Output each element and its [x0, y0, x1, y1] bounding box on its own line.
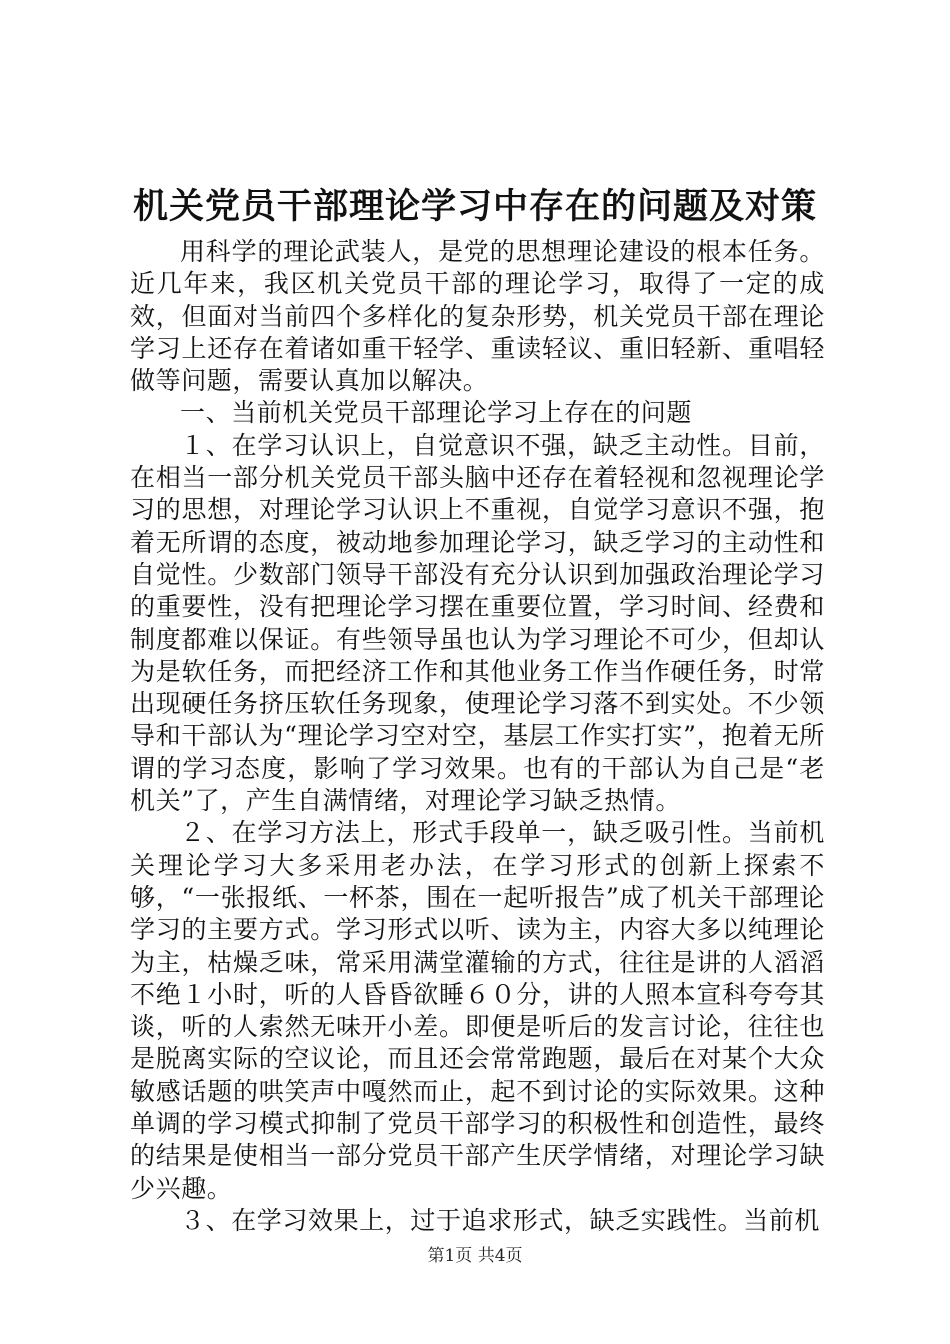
paragraph-point-1: １、在学习认识上，自觉意识不强，缺乏主动性。目前，在相当一部分机关党员干部头脑中还存在着轻视和忽视理论学习的思想，对理论学习认识上不重视，自觉学习意识不强，抱着无所谓的态度，被动地参加理论学习，缺乏学习的主动性和自觉性。少数部门领导干部没有充分认识到加强政治理论学习的重要性，没有把理论学习摆在重要位置，学习时间、经费和制度都难以保证。有些领导虽也认为学习理论不可少，但却认为是软任务，而把经济工作和其他业务工作当作硬任务，时常出现硬任务挤压软任务现象，使理论学习落不到实处。不少领导和干部认为“理论学习空对空，基层工作实打实”，抱着无所谓的学习态度，影响了学习效果。也有的干部认为自己是“老机关”了，产生自满情绪，对理论学习缺乏热情。 — [130, 430, 825, 816]
document-body — [130, 236, 825, 1237]
page-footer: 第1页 共4页 — [427, 1246, 523, 1266]
paragraph-intro: 用科学的理论武装人，是党的思想理论建设的根本任务。近几年来，我区机关党员干部的理论学习，取得了一定的成效，但面对当前四个多样化的复杂形势，机关党员干部在理论学习上还存在着诸如重干轻学、重读轻议、重旧轻新、重唱轻做等问题，需要认真加以解决。 — [130, 237, 825, 396]
paragraph-point-3: ３、在学习效果上，过于追求形式，缺乏实践性。当前机 — [180, 1205, 821, 1235]
section-heading-problems: 一、当前机关党员干部理论学习上存在的问题 — [180, 398, 693, 428]
document-title: 机关党员干部理论学习中存在的问题及对策 — [132, 186, 817, 227]
paragraph-point-2: ２、在学习方法上，形式手段单一，缺乏吸引性。当前机关理论学习大多采用老办法，在学习形式的创新上探索不够，“一张报纸、一杯茶，围在一起听报告”成了机关干部理论学习的主要方式。学习形式以听、读为主，内容大多以纯理论为主，枯燥乏味，常采用满堂灌输的方式，往往是讲的人滔滔不绝１小时，听的人昏昏欲睡６０分，讲的人照本宣科夸夸其谈，听的人索然无味开小差。即便是听后的发言讨论，往往也是脱离实际的空议论，而且还会常常跑题，最后在对某个大众敏感话题的哄笑声中嘎然而止，起不到讨论的实际效果。这种单调的学习模式抑制了党员干部学习的积极性和创造性，最终的结果是使相当一部分党员干部产生厌学情绪，对理论学习缺少兴趣。 — [130, 818, 825, 1203]
